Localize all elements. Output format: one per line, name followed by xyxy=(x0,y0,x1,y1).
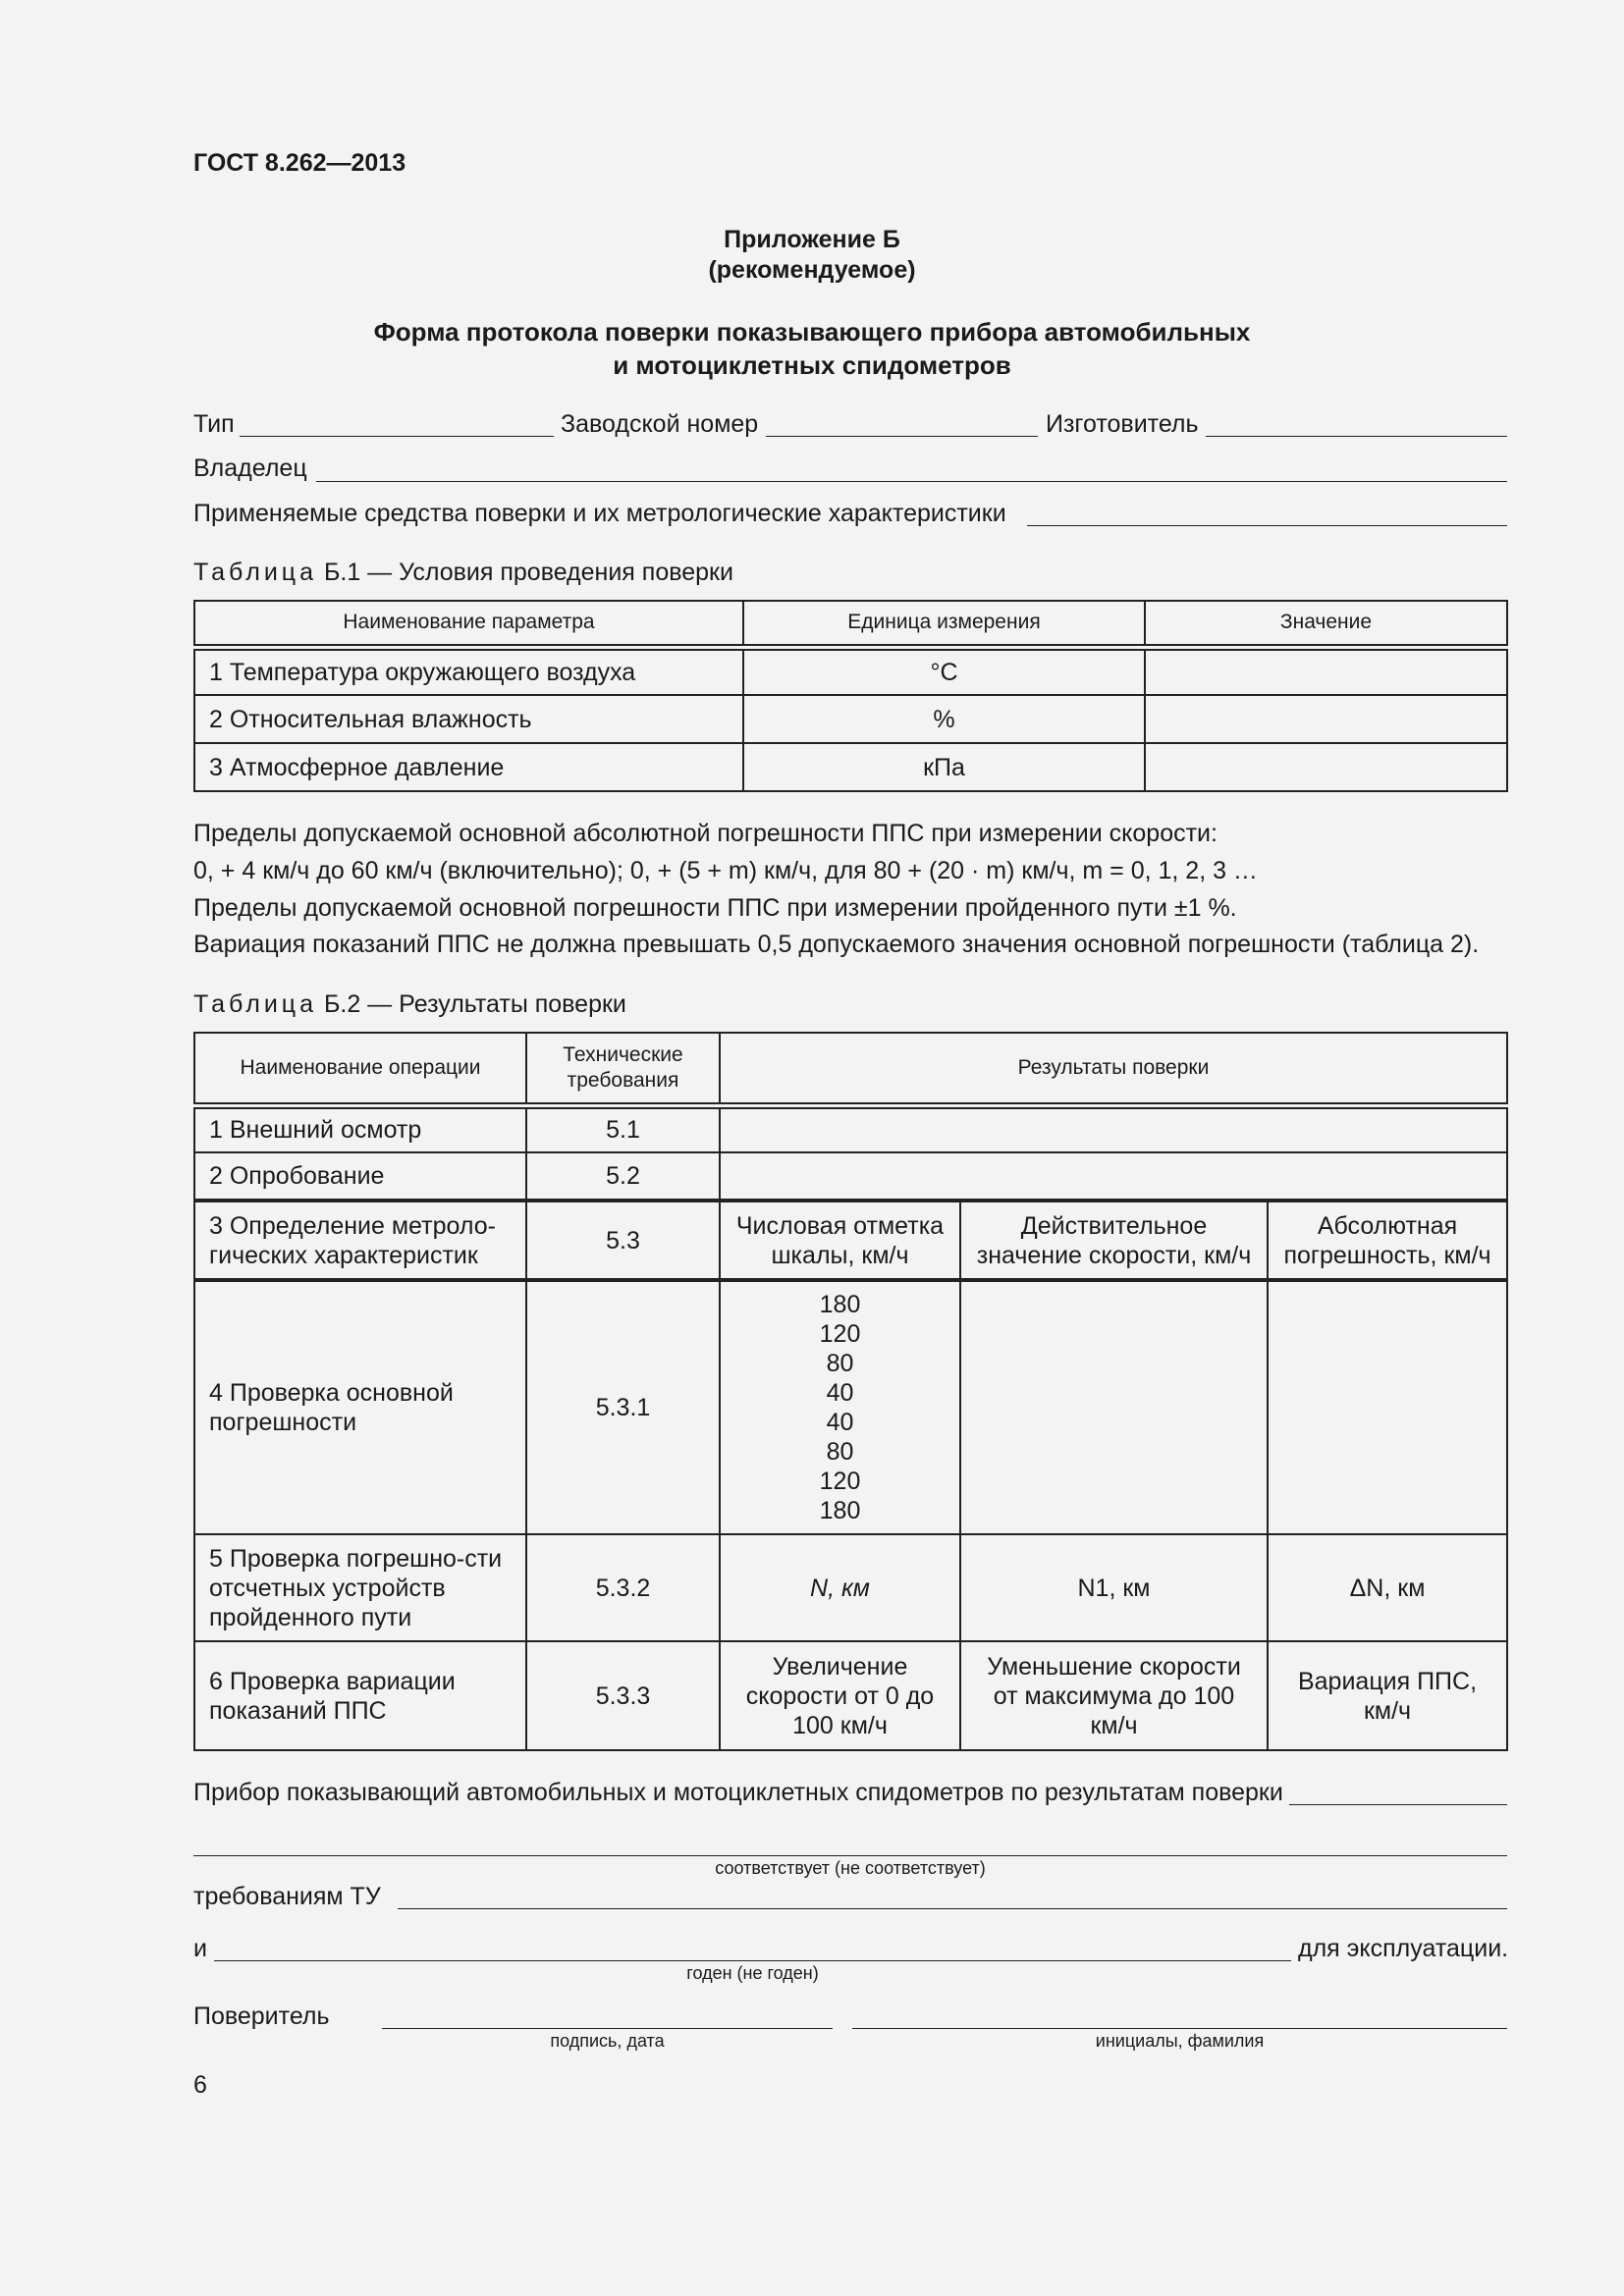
distance-n: N, км xyxy=(720,1534,960,1641)
value-cell[interactable] xyxy=(1145,743,1507,791)
col-header: Значение xyxy=(1145,601,1507,647)
variation: Вариация ППС, км/ч xyxy=(1268,1641,1507,1750)
maker-label: Изготовитель xyxy=(1046,410,1199,438)
operation-name: 6 Проверка вариации показаний ППС xyxy=(194,1641,526,1750)
type-label: Тип xyxy=(193,410,235,438)
requirement: 5.2 xyxy=(526,1152,720,1201)
operation-name: 1 Внешний осмотр xyxy=(194,1105,526,1152)
conformity-field[interactable] xyxy=(193,1855,1507,1856)
table-row xyxy=(194,1534,1507,1641)
table-row xyxy=(194,647,1507,695)
page-number: 6 xyxy=(193,2071,207,2099)
col-header: Технические требования xyxy=(526,1033,720,1105)
subheader: Действительное значение скорости, км/ч xyxy=(960,1201,1268,1280)
operation-name: 2 Опробование xyxy=(194,1152,526,1201)
signature-field[interactable] xyxy=(382,2028,833,2029)
serial-label: Заводской номер xyxy=(561,410,759,438)
requirement: 5.3.1 xyxy=(526,1280,720,1534)
caption-prefix: Таблица xyxy=(193,559,318,586)
conformity-hint: соответствует (не соответствует) xyxy=(715,1858,986,1878)
col-header: Единица измерения xyxy=(743,601,1145,647)
table1-caption xyxy=(193,559,733,587)
conclusion-text: Прибор показывающий автомобильных и мотоциклетных спидометров по результатам поверки xyxy=(193,1779,1283,1806)
result-cell[interactable] xyxy=(720,1105,1507,1152)
means-label: Применяемые средства поверки и их метрологические характеристики xyxy=(193,500,1006,527)
param-unit: % xyxy=(743,695,1145,743)
serial-field[interactable] xyxy=(766,436,1038,437)
result-cell[interactable] xyxy=(720,1152,1507,1201)
tu-field[interactable] xyxy=(398,1908,1507,1909)
operation-name: 4 Проверка основной погрешности xyxy=(194,1280,526,1534)
result-cell[interactable] xyxy=(1268,1280,1507,1534)
requirement: 5.1 xyxy=(526,1105,720,1152)
form-title-line1: Форма протокола поверки показывающего прибора автомобильных xyxy=(373,317,1251,347)
document-header: ГОСТ 8.262—2013 xyxy=(193,149,406,177)
caption-text: Б.1 — Условия проведения поверки xyxy=(323,559,733,586)
signature-hint: подпись, дата xyxy=(550,2031,665,2051)
operation-name: 3 Определение метроло-гических характеристик xyxy=(194,1201,526,1280)
result-cell[interactable] xyxy=(960,1280,1268,1534)
name-field[interactable] xyxy=(852,2028,1507,2029)
fitness-field[interactable] xyxy=(214,1960,1291,1961)
subheader: Числовая отметка шкалы, км/ч xyxy=(720,1201,960,1280)
operation-name: 5 Проверка погрешно-сти отсчетных устройств пройденного пути xyxy=(194,1534,526,1641)
value-cell[interactable] xyxy=(1145,695,1507,743)
param-unit: кПа xyxy=(743,743,1145,791)
table-row xyxy=(194,1641,1507,1750)
param-unit: °C xyxy=(743,647,1145,695)
table-row xyxy=(194,1280,1507,1534)
col-header: Наименование параметра xyxy=(194,601,743,647)
table-row xyxy=(194,1105,1507,1152)
table-row xyxy=(194,695,1507,743)
owner-label: Владелец xyxy=(193,454,307,482)
conclusion-field[interactable] xyxy=(1289,1804,1507,1805)
paragraph: Пределы допускаемой основной погрешности ППС при измерении пройденного пути ±1 %. xyxy=(193,894,1237,922)
caption-text: Б.2 — Результаты поверки xyxy=(323,990,626,1018)
paragraph: Вариация показаний ППС не должна превышать 0,5 допускаемого значения основной погрешности (таблица 2). xyxy=(193,931,1480,958)
table-row xyxy=(194,1201,1507,1280)
name-hint: инициалы, фамилия xyxy=(1095,2031,1265,2051)
speed-increase: Увеличение скорости от 0 до 100 км/ч xyxy=(720,1641,960,1750)
requirement: 5.3 xyxy=(526,1201,720,1280)
speed-decrease: Уменьшение скорости от максимума до 100 км/ч xyxy=(960,1641,1268,1750)
paragraph: Пределы допускаемой основной абсолютной погрешности ППС при измерении скорости: xyxy=(193,820,1218,847)
paragraph: 0, + 4 км/ч до 60 км/ч (включительно); 0, + (5 + m) км/ч, для 80 + (20 · m) км/ч, m = 0, 1, 2, 3 … xyxy=(193,857,1258,884)
scale-marks: 180 120 80 40 40 80 120 180 xyxy=(720,1280,960,1534)
and-label: и xyxy=(193,1935,207,1962)
operation-suffix: для эксплуатации. xyxy=(1298,1935,1509,1962)
distance-delta: ΔN, км xyxy=(1268,1534,1507,1641)
verifier-label: Поверитель xyxy=(193,2002,330,2030)
maker-field[interactable] xyxy=(1206,436,1507,437)
param-name: 1 Температура окружающего воздуха xyxy=(194,647,743,695)
results-table xyxy=(193,1032,1508,1751)
requirement: 5.3.3 xyxy=(526,1641,720,1750)
tu-label: требованиям ТУ xyxy=(193,1883,381,1910)
param-name: 2 Относительная влажность xyxy=(194,695,743,743)
fitness-hint: годен (не годен) xyxy=(686,1963,819,1983)
col-header: Результаты поверки xyxy=(720,1033,1507,1105)
subheader: Абсолютная погрешность, км/ч xyxy=(1268,1201,1507,1280)
appendix-type: (рекомендуемое) xyxy=(708,256,916,284)
table-row xyxy=(194,743,1507,791)
form-title-line2: и мотоциклетных спидометров xyxy=(613,350,1011,380)
type-field[interactable] xyxy=(240,436,554,437)
conditions-table xyxy=(193,600,1508,792)
means-field[interactable] xyxy=(1027,525,1507,526)
owner-field[interactable] xyxy=(316,481,1507,482)
table-row xyxy=(194,1152,1507,1201)
appendix-label: Приложение Б xyxy=(724,226,900,253)
distance-n1: N1, км xyxy=(960,1534,1268,1641)
caption-prefix: Таблица xyxy=(193,990,318,1018)
param-name: 3 Атмосферное давление xyxy=(194,743,743,791)
value-cell[interactable] xyxy=(1145,647,1507,695)
requirement: 5.3.2 xyxy=(526,1534,720,1641)
col-header: Наименование операции xyxy=(194,1033,526,1105)
table2-caption xyxy=(193,990,626,1019)
